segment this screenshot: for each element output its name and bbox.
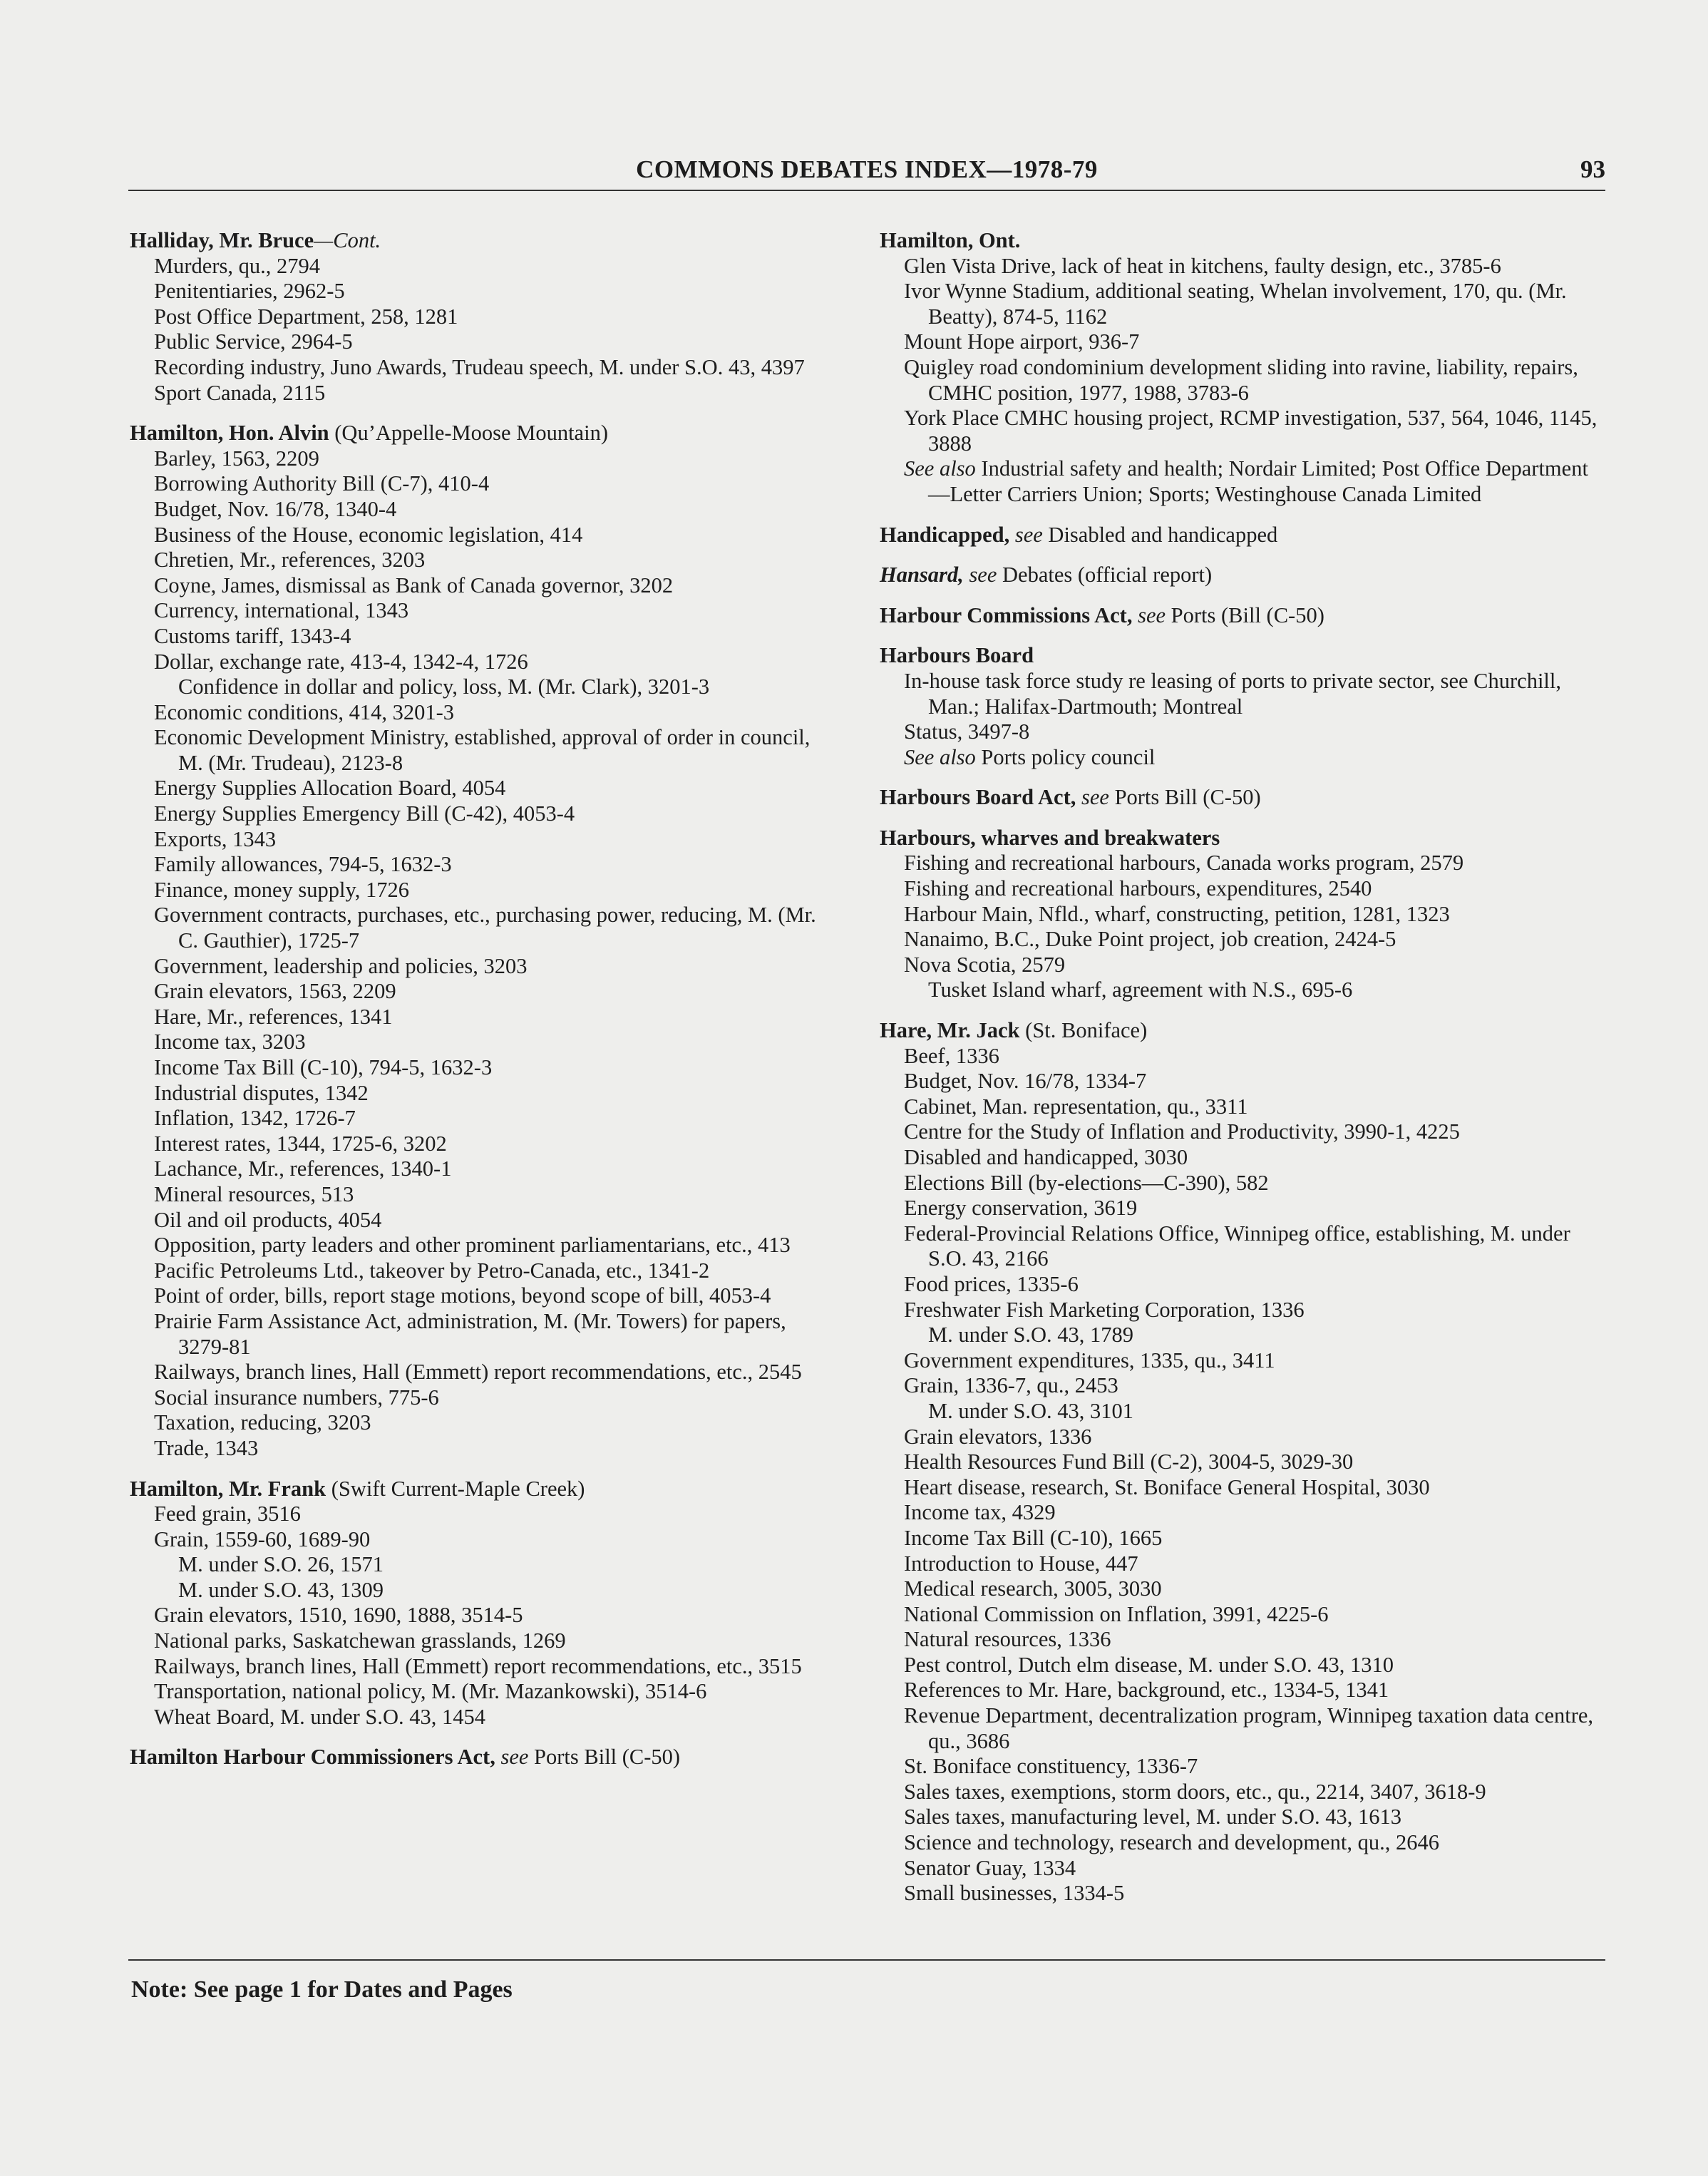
subentry-text: Harbour Main, Nfld., wharf, constructing, petition, 1281, 1323 xyxy=(904,901,1450,926)
subentry xyxy=(130,471,835,497)
subentry-text: Income tax, 3203 xyxy=(154,1030,306,1054)
subentry-text: Energy Supplies Allocation Board, 4054 xyxy=(154,776,506,801)
subentry xyxy=(130,573,835,599)
subentry-text: Mineral resources, 513 xyxy=(154,1181,354,1206)
subentry-text: M. under S.O. 26, 1571 xyxy=(178,1552,384,1577)
subentry xyxy=(880,1653,1607,1678)
subentry-text: Income Tax Bill (C-10), 794-5, 1632-3 xyxy=(154,1055,493,1079)
subentry-text: Chretien, Mr., references, 3203 xyxy=(154,548,426,573)
subentry xyxy=(130,1410,835,1436)
entry-heading xyxy=(880,826,1607,851)
subentry xyxy=(880,1272,1607,1298)
subentry xyxy=(130,1705,835,1730)
subentry xyxy=(130,827,835,853)
subentry xyxy=(130,624,835,650)
index-entry xyxy=(880,826,1607,1003)
see-reference-label: see xyxy=(495,1745,529,1770)
index-entry xyxy=(880,603,1607,629)
subentry xyxy=(880,1780,1607,1805)
subentry xyxy=(130,1360,835,1385)
subentry-text: Barley, 1563, 2209 xyxy=(154,446,319,471)
subentry-text: Coyne, James, dismissal as Bank of Canada governor, 3202 xyxy=(154,573,674,597)
subentry-text: Pacific Petroleums Ltd., takeover by Petro-Canada, etc., 1341-2 xyxy=(154,1258,710,1283)
index-entry xyxy=(880,785,1607,811)
subentry xyxy=(880,406,1607,456)
subentry-text: M. under S.O. 43, 3101 xyxy=(928,1398,1134,1423)
subentry xyxy=(880,1627,1607,1653)
footer-note: Note: See page 1 for Dates and Pages xyxy=(131,1976,513,2003)
subentry-text: Recording industry, Juno Awards, Trudeau speech, M. under S.O. 43, 4397 xyxy=(154,354,805,379)
subentry xyxy=(880,745,1607,771)
index-entry xyxy=(880,643,1607,770)
subentry xyxy=(880,719,1607,745)
subentry xyxy=(880,279,1607,329)
subentry-text: Wheat Board, M. under S.O. 43, 1454 xyxy=(154,1704,486,1729)
subentry-text: Centre for the Study of Inflation and Productivity, 3990-1, 4225 xyxy=(904,1119,1460,1144)
subentry-text: Nova Scotia, 2579 xyxy=(904,952,1066,977)
subentry xyxy=(880,977,1607,1003)
subentry-text: Heart disease, research, St. Boniface General Hospital, 3030 xyxy=(904,1474,1430,1499)
subentry xyxy=(130,523,835,548)
heading-note: Ports (Bill (C-50) xyxy=(1166,602,1324,627)
subentry xyxy=(880,1805,1607,1830)
subentry-text: Borrowing Authority Bill (C-7), 410-4 xyxy=(154,471,490,496)
subentry-text: Sales taxes, exemptions, storm doors, etc., qu., 2214, 3407, 3618-9 xyxy=(904,1779,1486,1804)
subentry-text: Government contracts, purchases, etc., purchasing power, reducing, M. (Mr. C. Gauthier), 1725-7 xyxy=(154,903,816,953)
subentry xyxy=(130,725,835,776)
subentry xyxy=(880,1678,1607,1703)
subentry-text: Quigley road condominium development sliding into ravine, liability, repairs, CMHC position, 1977, 1988, 3783-6 xyxy=(904,354,1578,405)
subentry-text: Budget, Nov. 16/78, 1334-7 xyxy=(904,1069,1147,1094)
subentry xyxy=(130,1578,835,1603)
subentry xyxy=(130,548,835,573)
heading-note: Debates (official report) xyxy=(997,563,1213,587)
subentry xyxy=(880,1145,1607,1171)
heading-term: Harbours Board Act, xyxy=(880,785,1076,810)
subentry-text: Nanaimo, B.C., Duke Point project, job creation, 2424-5 xyxy=(904,927,1396,952)
subentry xyxy=(130,1182,835,1208)
subentry-text: Natural resources, 1336 xyxy=(904,1627,1111,1652)
heading-note: Ports Bill (C-50) xyxy=(528,1745,681,1770)
subentry-text: Murders, qu., 2794 xyxy=(154,253,320,278)
subentry-text: Exports, 1343 xyxy=(154,826,277,851)
subentry-text: Ivor Wynne Stadium, additional seating, Whelan involvement, 170, qu. (Mr. Beatty), 874-5, 1162 xyxy=(904,279,1567,329)
subentry-text: Energy Supplies Emergency Bill (C-42), 4053-4 xyxy=(154,801,575,826)
subentry-text: Economic Development Ministry, established, approval of order in council, M. (Mr. Trudeau), 2123-8 xyxy=(154,725,811,775)
entry-heading xyxy=(880,603,1607,629)
subentry xyxy=(880,1602,1607,1628)
subentry xyxy=(880,1373,1607,1399)
entry-heading xyxy=(880,643,1607,669)
subentry xyxy=(130,1527,835,1553)
subentry xyxy=(880,1551,1607,1577)
subentry xyxy=(880,1171,1607,1196)
subentry-text: Confidence in dollar and policy, loss, M. (Mr. Clark), 3201-3 xyxy=(178,674,710,699)
subentry-text: Currency, international, 1343 xyxy=(154,598,409,623)
subentry xyxy=(880,876,1607,902)
subentry xyxy=(130,776,835,801)
subentry xyxy=(880,1094,1607,1120)
subentry-text: Transportation, national policy, M. (Mr. Mazankowski), 3514-6 xyxy=(154,1679,707,1704)
subentry-text: Post Office Department, 258, 1281 xyxy=(154,304,458,329)
subentry-text: Beef, 1336 xyxy=(904,1043,999,1068)
subentry-text: Grain, 1559-60, 1689-90 xyxy=(154,1526,371,1551)
subentry-text: Opposition, party leaders and other prominent parliamentarians, etc., 413 xyxy=(154,1233,791,1258)
subentry-text: Tusket Island wharf, agreement with N.S., 695-6 xyxy=(928,977,1353,1002)
subentry xyxy=(130,1106,835,1131)
subentry-text: Grain elevators, 1510, 1690, 1888, 3514-5 xyxy=(154,1603,523,1628)
subentry xyxy=(880,1526,1607,1551)
subentry-text: Medical research, 3005, 3030 xyxy=(904,1576,1162,1601)
index-entry xyxy=(880,523,1607,548)
subentry xyxy=(130,852,835,878)
subentry xyxy=(130,979,835,1005)
subentry-text: Sales taxes, manufacturing level, M. under S.O. 43, 1613 xyxy=(904,1805,1401,1829)
subentry xyxy=(130,650,835,675)
subentry-text: Customs tariff, 1343-4 xyxy=(154,623,351,648)
subentry xyxy=(130,1552,835,1578)
subentry xyxy=(880,1221,1607,1272)
heading-note: (Swift Current-Maple Creek) xyxy=(326,1476,585,1501)
subentry xyxy=(130,1081,835,1107)
heading-note: Ports Bill (C-50) xyxy=(1108,785,1261,810)
subentry-text: Federal-Provincial Relations Office, Winnipeg office, establishing, M. under S.O. 43, 2166 xyxy=(904,1221,1570,1271)
subentry xyxy=(880,1449,1607,1475)
subentry-text: Lachance, Mr., references, 1340-1 xyxy=(154,1156,452,1181)
subentry-text: Railways, branch lines, Hall (Emmett) report recommendations, etc., 3515 xyxy=(154,1653,802,1678)
subentry xyxy=(130,1309,835,1360)
subentry xyxy=(880,1425,1607,1450)
subentry xyxy=(880,1500,1607,1526)
heading-term: Hansard, xyxy=(880,563,964,587)
heading-term: Hamilton, Ont. xyxy=(880,228,1021,252)
subentry-text: Sport Canada, 2115 xyxy=(154,380,326,405)
index-entry xyxy=(130,1477,835,1730)
heading-term: Harbours Board xyxy=(880,643,1034,668)
subentry xyxy=(880,902,1607,928)
subentry xyxy=(130,1156,835,1182)
page-number: 93 xyxy=(1580,155,1605,183)
see-reference-label: see xyxy=(1076,785,1109,810)
subentry-text: Feed grain, 3516 xyxy=(154,1502,301,1526)
subentry-text: Dollar, exchange rate, 413-4, 1342-4, 1726 xyxy=(154,649,528,674)
subentry xyxy=(130,254,835,279)
index-entry xyxy=(130,421,835,1461)
index-entry xyxy=(880,1018,1607,1906)
subentry xyxy=(130,279,835,304)
subentry-text: M. under S.O. 43, 1789 xyxy=(928,1323,1134,1348)
subentry xyxy=(880,927,1607,953)
subentry-text: National parks, Saskatchewan grasslands, 1269 xyxy=(154,1628,566,1653)
entry-heading xyxy=(880,785,1607,811)
subentry-text: Revenue Department, decentralization program, Winnipeg taxation data centre, qu., 3686 xyxy=(904,1703,1594,1753)
subentry xyxy=(130,903,835,953)
subentry-text: Pest control, Dutch elm disease, M. under S.O. 43, 1310 xyxy=(904,1652,1394,1677)
subentry-text: Point of order, bills, report stage motions, beyond scope of bill, 4053-4 xyxy=(154,1283,771,1308)
entry-heading xyxy=(130,421,835,446)
subentry-text: Grain elevators, 1336 xyxy=(904,1424,1092,1449)
see-also-label: See also xyxy=(904,456,976,481)
subentry xyxy=(880,1754,1607,1780)
subentry xyxy=(880,953,1607,978)
heading-note: Disabled and handicapped xyxy=(1042,522,1278,547)
index-entry xyxy=(130,228,835,406)
subentry xyxy=(880,1119,1607,1145)
subentry xyxy=(880,355,1607,406)
subentry-text: Public Service, 2964-5 xyxy=(154,329,353,354)
heading-term: Handicapped, xyxy=(880,522,1010,547)
footer-rule xyxy=(128,1959,1605,1961)
entry-heading xyxy=(880,228,1607,254)
subentry xyxy=(130,801,835,827)
subentry-text: Disabled and handicapped, 3030 xyxy=(904,1145,1188,1169)
subentry-text: Finance, money supply, 1726 xyxy=(154,877,410,902)
entry-heading xyxy=(130,1477,835,1502)
subentry-text: Oil and oil products, 4054 xyxy=(154,1207,382,1232)
subentry xyxy=(880,1475,1607,1501)
subentry-text: Inflation, 1342, 1726-7 xyxy=(154,1106,356,1131)
subentry xyxy=(130,1208,835,1233)
subentry-text: Railways, branch lines, Hall (Emmett) report recommendations, etc., 2545 xyxy=(154,1360,802,1385)
subentry-text: Glen Vista Drive, lack of heat in kitchens, faulty design, etc., 3785-6 xyxy=(904,253,1501,278)
subentry-text: National Commission on Inflation, 3991, 4225-6 xyxy=(904,1601,1329,1626)
see-also-label: See also xyxy=(904,744,976,769)
see-reference-label: see xyxy=(1132,602,1166,627)
subentry xyxy=(130,1055,835,1081)
entry-heading xyxy=(130,228,835,254)
heading-note: (Qu’Appelle-Moose Mountain) xyxy=(329,421,608,446)
index-entry xyxy=(880,228,1607,508)
heading-term: Harbours, wharves and breakwaters xyxy=(880,825,1220,850)
subentry xyxy=(130,1679,835,1705)
subentry xyxy=(880,1881,1607,1906)
subentry xyxy=(130,1131,835,1157)
subentry xyxy=(130,1502,835,1527)
subentry xyxy=(880,1348,1607,1374)
subentry-text: Economic conditions, 414, 3201-3 xyxy=(154,699,455,724)
subentry-text: Status, 3497-8 xyxy=(904,719,1030,744)
subentry-text: Family allowances, 794-5, 1632-3 xyxy=(154,852,452,877)
subentry xyxy=(880,254,1607,279)
subentry-text: St. Boniface constituency, 1336-7 xyxy=(904,1754,1198,1779)
subentry-text: Food prices, 1335-6 xyxy=(904,1271,1079,1296)
subentry-text: Social insurance numbers, 775-6 xyxy=(154,1385,439,1410)
subentry-text: Energy conservation, 3619 xyxy=(904,1196,1138,1221)
subentry xyxy=(130,304,835,330)
subentry-text: Budget, Nov. 16/78, 1340-4 xyxy=(154,496,397,521)
subentry-text: In-house task force study re leasing of ports to private sector, see Churchill, Man.; Halifax-Dartmouth; Montreal xyxy=(904,668,1561,719)
subentry xyxy=(130,1233,835,1258)
subentry xyxy=(130,1654,835,1680)
subentry xyxy=(130,1005,835,1030)
subentry xyxy=(880,1576,1607,1602)
subentry-text: Science and technology, research and development, qu., 2646 xyxy=(904,1830,1439,1855)
subentry-text: References to Mr. Hare, background, etc., 1334-5, 1341 xyxy=(904,1678,1389,1703)
subentry xyxy=(880,1399,1607,1425)
entry-heading xyxy=(130,1745,835,1770)
subentry-text: Small businesses, 1334-5 xyxy=(904,1881,1125,1906)
subentry-text: Cabinet, Man. representation, qu., 3311 xyxy=(904,1094,1248,1119)
subentry xyxy=(130,1030,835,1055)
subentry xyxy=(880,456,1607,507)
subentry-text: Elections Bill (by-elections—C-390), 582 xyxy=(904,1170,1269,1195)
subentry-text: Grain, 1336-7, qu., 2453 xyxy=(904,1373,1118,1398)
right-column xyxy=(880,228,1607,1921)
subentry xyxy=(130,1603,835,1628)
subentry-text: Health Resources Fund Bill (C-2), 3004-5, 3029-30 xyxy=(904,1449,1354,1474)
entry-heading xyxy=(880,1018,1607,1044)
subentry-text: Freshwater Fish Marketing Corporation, 1336 xyxy=(904,1297,1305,1322)
subentry xyxy=(880,669,1607,719)
page-header xyxy=(128,151,1605,194)
subentry-text: Fishing and recreational harbours, expenditures, 2540 xyxy=(904,876,1372,901)
heading-term: Hamilton, Mr. Frank xyxy=(130,1476,326,1501)
subentry-text: Ports policy council xyxy=(981,744,1156,769)
subentry xyxy=(130,381,835,406)
heading-term: Hamilton, Hon. Alvin xyxy=(130,421,329,446)
subentry xyxy=(880,851,1607,876)
left-column xyxy=(130,228,835,1785)
subentry xyxy=(130,355,835,381)
subentry-text: M. under S.O. 43, 1309 xyxy=(178,1577,384,1602)
subentry-text: Government expenditures, 1335, qu., 3411 xyxy=(904,1348,1275,1372)
see-reference-label: see xyxy=(963,563,997,587)
entry-heading xyxy=(880,523,1607,548)
heading-note: (St. Boniface) xyxy=(1019,1018,1148,1043)
subentry-text: York Place CMHC housing project, RCMP investigation, 537, 564, 1046, 1145, 3888 xyxy=(904,406,1598,456)
subentry-text: Hare, Mr., references, 1341 xyxy=(154,1004,393,1029)
subentry xyxy=(130,954,835,980)
subentry xyxy=(130,878,835,903)
heading-continued: —Cont. xyxy=(314,228,381,252)
subentry-text: Income Tax Bill (C-10), 1665 xyxy=(904,1525,1163,1550)
subentry-text: Grain elevators, 1563, 2209 xyxy=(154,979,396,1004)
subentry xyxy=(130,497,835,523)
subentry xyxy=(130,700,835,726)
subentry-text: Fishing and recreational harbours, Canada works program, 2579 xyxy=(904,851,1464,876)
subentry xyxy=(880,1830,1607,1856)
subentry-text: Interest rates, 1344, 1725-6, 3202 xyxy=(154,1131,447,1156)
subentry-text: Taxation, reducing, 3203 xyxy=(154,1410,371,1435)
subentry xyxy=(130,446,835,472)
subentry xyxy=(880,1856,1607,1882)
subentry-text: Government, leadership and policies, 3203 xyxy=(154,953,528,978)
subentry xyxy=(880,1196,1607,1221)
subentry xyxy=(130,674,835,700)
heading-term: Harbour Commissions Act, xyxy=(880,602,1133,627)
subentry-text: Income tax, 4329 xyxy=(904,1500,1056,1525)
header-rule xyxy=(128,190,1605,191)
subentry xyxy=(130,1258,835,1284)
subentry-text: Industrial disputes, 1342 xyxy=(154,1080,369,1105)
subentry-text: Trade, 1343 xyxy=(154,1435,259,1460)
subentry xyxy=(130,1385,835,1411)
see-reference-label: see xyxy=(1009,522,1043,547)
running-title: COMMONS DEBATES INDEX—1978-79 xyxy=(636,155,1098,183)
index-entry xyxy=(880,563,1607,588)
subentry xyxy=(880,329,1607,355)
subentry-text: Prairie Farm Assistance Act, administration, M. (Mr. Towers) for papers, 3279-81 xyxy=(154,1308,786,1359)
subentry xyxy=(130,1283,835,1309)
entry-heading xyxy=(880,563,1607,588)
subentry xyxy=(880,1703,1607,1754)
subentry xyxy=(130,329,835,355)
subentry-text: Industrial safety and health; Nordair Limited; Post Office Department—Letter Carriers Union; Sports; Westinghouse Canada Limited xyxy=(928,456,1588,506)
heading-term: Hamilton Harbour Commissioners Act, xyxy=(130,1745,495,1770)
subentry xyxy=(880,1044,1607,1069)
subentry-text: Senator Guay, 1334 xyxy=(904,1855,1076,1880)
subentry xyxy=(130,1628,835,1654)
subentry-text: Business of the House, economic legislation, 414 xyxy=(154,522,583,547)
subentry xyxy=(880,1323,1607,1348)
subentry xyxy=(880,1298,1607,1323)
subentry xyxy=(130,1436,835,1462)
subentry xyxy=(880,1069,1607,1094)
heading-term: Hare, Mr. Jack xyxy=(880,1018,1020,1043)
subentry xyxy=(130,598,835,624)
subentry-text: Introduction to House, 447 xyxy=(904,1551,1138,1576)
subentry-text: Mount Hope airport, 936-7 xyxy=(904,329,1140,354)
index-entry xyxy=(130,1745,835,1770)
subentry-text: Penitentiaries, 2962-5 xyxy=(154,279,345,304)
heading-term: Halliday, Mr. Bruce xyxy=(130,228,314,252)
